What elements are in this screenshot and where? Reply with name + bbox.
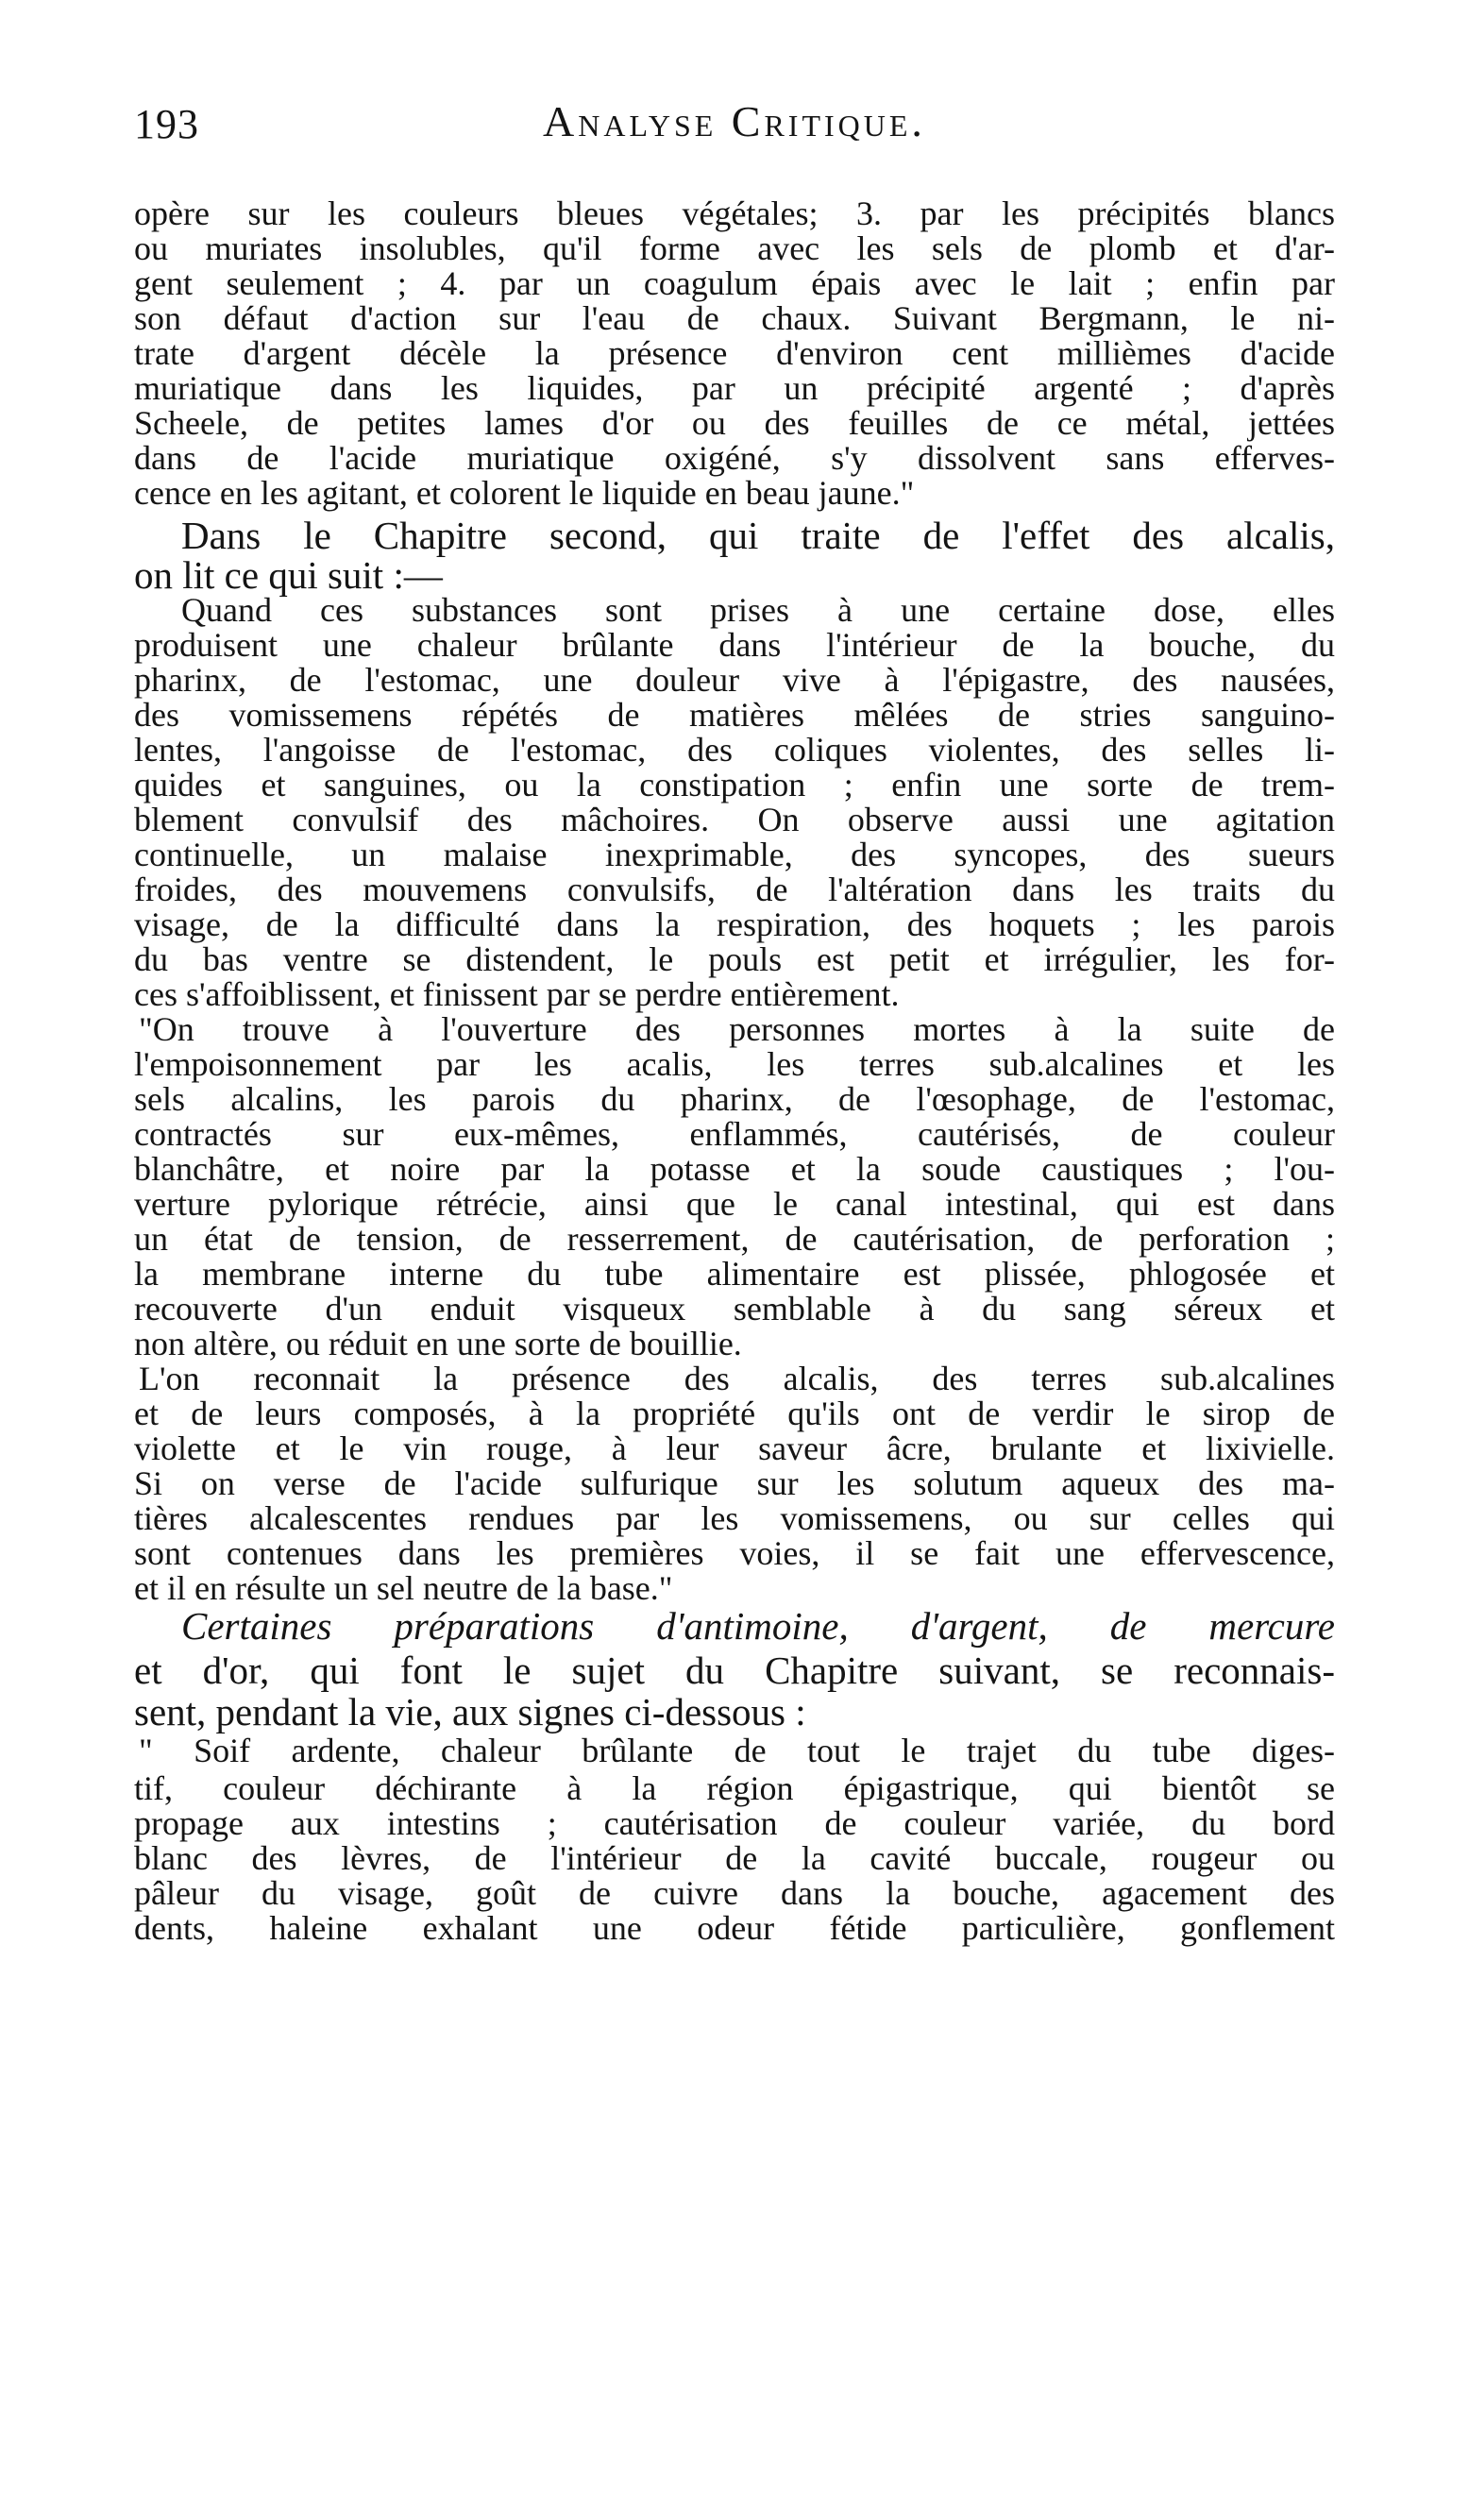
text-line: propage aux intestins ; cautérisation de couleur variée, du bord [134,1804,1335,1842]
text-line: ou muriates insolubles, qu'il forme avec les sels de plomb et d'ar- [134,229,1335,267]
text-line: et de leurs composés, à la propriété qu'ils ont de verdir le sirop de [134,1395,1335,1432]
text-line: sels alcalins, les parois du pharinx, de l'œsophage, de l'estomac, [134,1080,1335,1118]
text-line: trate d'argent décèle la présence d'environ cent millièmes d'acide [134,334,1335,372]
text-line: ces s'affoiblissent, et finissent par se perdre entièrement. [134,975,900,1013]
text-line: L'on reconnait la présence des alcalis, des terres sub.alcalines [139,1360,1335,1397]
text-line: continuelle, un malaise inexprimable, des syncopes, des sueurs [134,836,1335,873]
text-line: opère sur les couleurs bleues végétales; 3. par les précipités blancs [134,194,1335,232]
text-line: quides et sanguines, ou la constipation ; enfin une sorte de trem- [134,766,1335,803]
text-line: tif, couleur déchirante à la région épigastrique, qui bientôt se [134,1769,1335,1807]
text-line: gent seulement ; 4. par un coagulum épais avec le lait ; enfin par [134,264,1335,302]
text-line: Si on verse de l'acide sulfurique sur les solutum aqueux des ma- [134,1464,1335,1502]
text-line: du bas ventre se distendent, le pouls est petit et irrégulier, les for- [134,940,1335,978]
text-line: recouverte d'un enduit visqueux semblable à du sang séreux et [134,1290,1335,1328]
text-line: muriatique dans les liquides, par un précipité argenté ; d'après [134,369,1335,407]
text-line: tières alcalescentes rendues par les vomissemens, ou sur celles qui [134,1499,1335,1537]
text-line: blement convulsif des mâchoires. On observe aussi une agitation [134,801,1335,838]
text-line: froides, des mouvemens convulsifs, de l'altération dans les traits du [134,871,1335,908]
text-line: et d'or, qui font le sujet du Chapitre suivant, se reconnais- [134,1649,1335,1692]
text-line: cence en les agitant, et colorent le liquide en beau jaune." [134,474,915,512]
text-line: produisent une chaleur brûlante dans l'intérieur de la bouche, du [134,626,1335,664]
text-line: l'empoisonnement par les acalis, les terres sub.alcalines et les [134,1045,1335,1083]
running-title: Analyse Critique. [543,97,926,145]
page-number: 193 [134,101,199,147]
text-line: blanc des lèvres, de l'intérieur de la cavité buccale, rougeur ou [134,1839,1335,1877]
text-line: Certaines préparations d'antimoine, d'argent, de mercure [181,1604,1335,1648]
text-line: son défaut d'action sur l'eau de chaux. Suivant Bergmann, le ni- [134,299,1335,337]
text-line: visage, de la difficulté dans la respiration, des hoquets ; les parois [134,905,1335,943]
text-line: verture pylorique rétrécie, ainsi que le canal intestinal, qui est dans [134,1185,1335,1223]
text-line: "On trouve à l'ouverture des personnes mortes à la suite de [139,1010,1335,1048]
text-line: contractés sur eux-mêmes, enflammés, cautérisés, de couleur [134,1115,1335,1153]
text-line: Dans le Chapitre second, qui traite de l'effet des alcalis, [181,514,1335,557]
text-line: Quand ces substances sont prises à une certaine dose, elles [181,591,1335,629]
text-line: dents, haleine exhalant une odeur fétide particulière, gonflement [134,1909,1335,1947]
text-line: un état de tension, de resserrement, de cautérisation, de perforation ; [134,1220,1335,1258]
text-line: pharinx, de l'estomac, une douleur vive à l'épigastre, des nausées, [134,661,1335,699]
text-line: " Soif ardente, chaleur brûlante de tout le trajet du tube diges- [139,1732,1335,1769]
text-line: sont contenues dans les premières voies, il se fait une effervescence, [134,1534,1335,1572]
text-line: des vomissemens répétés de matières mêlées de stries sanguino- [134,696,1335,734]
text-line: lentes, l'angoisse de l'estomac, des coliques violentes, des selles li- [134,731,1335,769]
text-line: blanchâtre, et noire par la potasse et la soude caustiques ; l'ou- [134,1150,1335,1188]
text-line: et il en résulte un sel neutre de la base." [134,1569,673,1607]
text-line: pâleur du visage, goût de cuivre dans la bouche, agacement des [134,1874,1335,1912]
text-line: Scheele, de petites lames d'or ou des feuilles de ce métal, jettées [134,404,1335,442]
text-line: la membrane interne du tube alimentaire est plissée, phlogosée et [134,1255,1335,1293]
page-header [134,87,1335,153]
text-line: dans de l'acide muriatique oxigéné, s'y dissolvent sans efferves- [134,439,1335,477]
text-line: on lit ce qui suit :— [134,553,443,597]
text-line: sent, pendant la vie, aux signes ci-dessous : [134,1690,806,1734]
text-line: violette et le vin rouge, à leur saveur âcre, brulante et lixivielle. [134,1429,1335,1467]
text-line: non altère, ou réduit en une sorte de bouillie. [134,1325,742,1362]
